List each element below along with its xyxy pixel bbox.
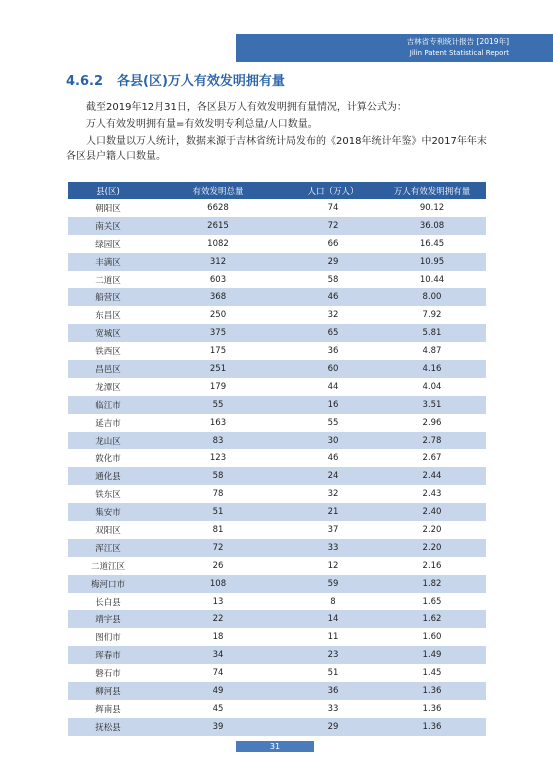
cell-county: 磐石市 (68, 664, 148, 682)
cell-per-10k: 2.78 (378, 432, 486, 450)
data-table (68, 182, 486, 736)
cell-total: 22 (148, 610, 288, 628)
cell-population: 29 (288, 718, 378, 736)
cell-county: 抚松县 (68, 718, 148, 736)
table-row (68, 700, 486, 718)
cell-county: 辉南县 (68, 700, 148, 718)
cell-per-10k: 90.12 (378, 199, 486, 217)
cell-per-10k: 1.60 (378, 628, 486, 646)
cell-total: 83 (148, 432, 288, 450)
table-row (68, 378, 486, 396)
cell-total: 49 (148, 682, 288, 700)
cell-per-10k: 1.49 (378, 646, 486, 664)
cell-per-10k: 10.95 (378, 253, 486, 271)
table-row (68, 718, 486, 736)
cell-per-10k: 2.96 (378, 414, 486, 432)
cell-total: 45 (148, 700, 288, 718)
table-row (68, 414, 486, 432)
cell-population: 32 (288, 306, 378, 324)
cell-county: 敦化市 (68, 449, 148, 467)
paragraph-source-cont: 各区县户籍人口数量。 (66, 151, 166, 162)
cell-total: 39 (148, 718, 288, 736)
cell-population: 21 (288, 503, 378, 521)
table-row (68, 557, 486, 575)
cell-per-10k: 5.81 (378, 324, 486, 342)
cell-county: 浑江区 (68, 539, 148, 557)
table-row (68, 664, 486, 682)
cell-county: 珲春市 (68, 646, 148, 664)
cell-population: 55 (288, 414, 378, 432)
cell-total: 51 (148, 503, 288, 521)
cell-county: 昌邑区 (68, 360, 148, 378)
cell-county: 集安市 (68, 503, 148, 521)
cell-per-10k: 2.16 (378, 557, 486, 575)
cell-total: 250 (148, 306, 288, 324)
cell-county: 二道区 (68, 271, 148, 289)
table-row (68, 360, 486, 378)
cell-population: 66 (288, 235, 378, 253)
cell-population: 29 (288, 253, 378, 271)
cell-county: 南关区 (68, 217, 148, 235)
cell-total: 368 (148, 288, 288, 306)
table-row (68, 306, 486, 324)
cell-total: 13 (148, 593, 288, 611)
cell-population: 33 (288, 700, 378, 718)
cell-population: 44 (288, 378, 378, 396)
header-per-10k: 万人有效发明拥有量 (378, 182, 486, 199)
cell-county: 丰满区 (68, 253, 148, 271)
cell-per-10k: 36.08 (378, 217, 486, 235)
cell-population: 46 (288, 288, 378, 306)
cell-per-10k: 1.36 (378, 682, 486, 700)
paragraph-date: 截至2019年12月31日，各区县万人有效发明拥有量情况，计算公式为： (86, 102, 407, 113)
table-row (68, 396, 486, 414)
table-row (68, 467, 486, 485)
cell-total: 2615 (148, 217, 288, 235)
report-subtitle: Jilin Patent Statistical Report (409, 49, 509, 57)
cell-total: 108 (148, 575, 288, 593)
table-row (68, 324, 486, 342)
header-total: 有效发明总量 (148, 182, 288, 199)
cell-county: 船营区 (68, 288, 148, 306)
section-title-text: 各县(区)万人有效发明拥有量 (117, 74, 285, 89)
cell-total: 123 (148, 449, 288, 467)
cell-total: 74 (148, 664, 288, 682)
table-row (68, 539, 486, 557)
cell-county: 东昌区 (68, 306, 148, 324)
cell-per-10k: 10.44 (378, 271, 486, 289)
cell-per-10k: 4.04 (378, 378, 486, 396)
cell-population: 33 (288, 539, 378, 557)
section-number: 4.6.2 (66, 74, 104, 89)
table-row (68, 271, 486, 289)
header-band (236, 34, 553, 62)
cell-total: 55 (148, 396, 288, 414)
cell-population: 32 (288, 485, 378, 503)
cell-total: 72 (148, 539, 288, 557)
table-row (68, 593, 486, 611)
cell-population: 74 (288, 199, 378, 217)
cell-population: 8 (288, 593, 378, 611)
cell-per-10k: 1.36 (378, 700, 486, 718)
cell-county: 临江市 (68, 396, 148, 414)
cell-total: 81 (148, 521, 288, 539)
cell-county: 双阳区 (68, 521, 148, 539)
cell-per-10k: 1.82 (378, 575, 486, 593)
cell-total: 163 (148, 414, 288, 432)
cell-population: 11 (288, 628, 378, 646)
cell-county: 梅河口市 (68, 575, 148, 593)
cell-total: 175 (148, 342, 288, 360)
cell-county: 通化县 (68, 467, 148, 485)
table-row (68, 217, 486, 235)
cell-population: 36 (288, 682, 378, 700)
header-population: 人口（万人） (288, 182, 378, 199)
page-number: 31 (236, 741, 314, 752)
cell-per-10k: 1.36 (378, 718, 486, 736)
cell-county: 铁西区 (68, 342, 148, 360)
cell-total: 34 (148, 646, 288, 664)
cell-per-10k: 1.65 (378, 593, 486, 611)
table-header-row (68, 182, 486, 199)
cell-population: 16 (288, 396, 378, 414)
cell-population: 51 (288, 664, 378, 682)
cell-total: 603 (148, 271, 288, 289)
table-row (68, 521, 486, 539)
cell-population: 65 (288, 324, 378, 342)
table-row (68, 485, 486, 503)
cell-total: 1082 (148, 235, 288, 253)
cell-per-10k: 1.45 (378, 664, 486, 682)
table-row (68, 199, 486, 217)
cell-county: 延吉市 (68, 414, 148, 432)
table-body (68, 199, 486, 736)
report-title: 吉林省专利统计报告 [2019年] (406, 37, 509, 46)
cell-per-10k: 16.45 (378, 235, 486, 253)
cell-population: 36 (288, 342, 378, 360)
cell-county: 龙山区 (68, 432, 148, 450)
cell-per-10k: 3.51 (378, 396, 486, 414)
cell-per-10k: 2.44 (378, 467, 486, 485)
cell-per-10k: 2.20 (378, 521, 486, 539)
table-row (68, 628, 486, 646)
cell-county: 长白县 (68, 593, 148, 611)
cell-population: 30 (288, 432, 378, 450)
cell-per-10k: 2.20 (378, 539, 486, 557)
cell-per-10k: 8.00 (378, 288, 486, 306)
cell-county: 绿园区 (68, 235, 148, 253)
cell-per-10k: 2.67 (378, 449, 486, 467)
table-row (68, 235, 486, 253)
cell-per-10k: 2.43 (378, 485, 486, 503)
table-row (68, 342, 486, 360)
cell-county: 朝阳区 (68, 199, 148, 217)
cell-population: 24 (288, 467, 378, 485)
table-row (68, 646, 486, 664)
table-row (68, 449, 486, 467)
cell-county: 图们市 (68, 628, 148, 646)
cell-county: 宽城区 (68, 324, 148, 342)
cell-total: 26 (148, 557, 288, 575)
cell-population: 46 (288, 449, 378, 467)
table-row (68, 288, 486, 306)
header-county: 县(区) (68, 182, 148, 199)
table-row (68, 610, 486, 628)
cell-population: 23 (288, 646, 378, 664)
cell-per-10k: 4.87 (378, 342, 486, 360)
cell-total: 179 (148, 378, 288, 396)
cell-population: 58 (288, 271, 378, 289)
table-row (68, 575, 486, 593)
cell-county: 柳河县 (68, 682, 148, 700)
cell-population: 12 (288, 557, 378, 575)
cell-total: 58 (148, 467, 288, 485)
cell-per-10k: 2.40 (378, 503, 486, 521)
cell-population: 60 (288, 360, 378, 378)
cell-population: 59 (288, 575, 378, 593)
table-row (68, 432, 486, 450)
paragraph-formula: 万人有效发明拥有量=有效发明专利总量/人口数量。 (86, 119, 318, 130)
table-row (68, 682, 486, 700)
cell-population: 37 (288, 521, 378, 539)
cell-county: 靖宇县 (68, 610, 148, 628)
cell-total: 6628 (148, 199, 288, 217)
cell-total: 78 (148, 485, 288, 503)
cell-county: 铁东区 (68, 485, 148, 503)
cell-population: 14 (288, 610, 378, 628)
cell-population: 72 (288, 217, 378, 235)
cell-total: 312 (148, 253, 288, 271)
cell-total: 18 (148, 628, 288, 646)
cell-total: 251 (148, 360, 288, 378)
cell-county: 龙潭区 (68, 378, 148, 396)
cell-total: 375 (148, 324, 288, 342)
cell-per-10k: 4.16 (378, 360, 486, 378)
table-row (68, 503, 486, 521)
table-row (68, 253, 486, 271)
paragraph-source: 人口数量以万人统计，数据来源于吉林省统计局发布的《2018年统计年鉴》中2017年年末 (86, 136, 487, 147)
section-heading (66, 70, 285, 89)
cell-per-10k: 7.92 (378, 306, 486, 324)
cell-per-10k: 1.62 (378, 610, 486, 628)
cell-county: 二道江区 (68, 557, 148, 575)
